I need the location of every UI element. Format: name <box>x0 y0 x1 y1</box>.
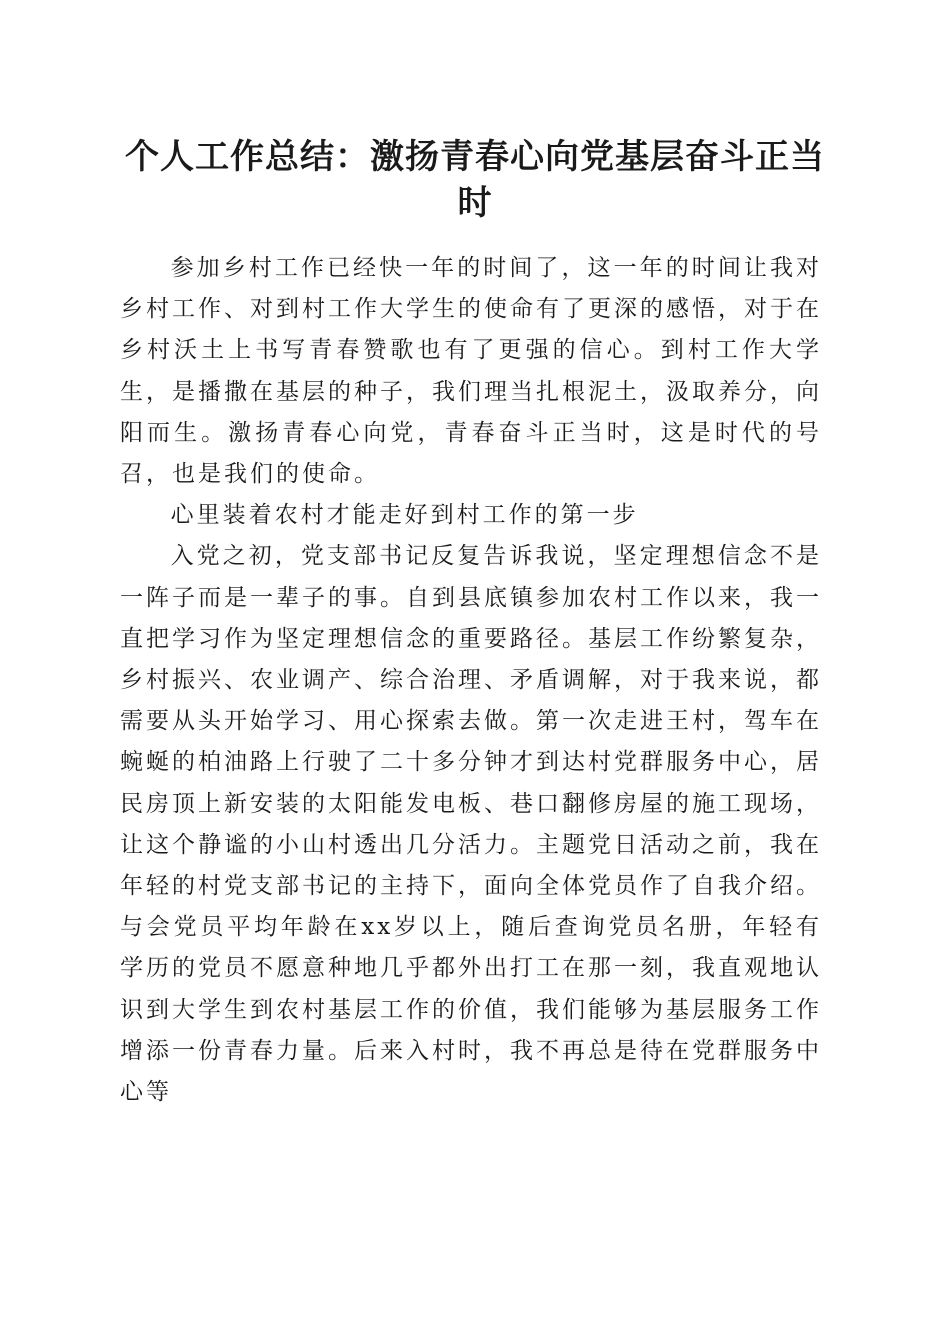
section-heading: 心里装着农村才能走好到村工作的第一步 <box>170 502 639 529</box>
paragraph-section-1: 入党之初，党支部书记反复告诉我说，坚定理想信念不是一阵子而是一辈子的事。自到县底镇参加农村工作以来，我一直把学习作为坚定理想信念的重要路径。基层工作纷繁复杂，乡村振兴、农业调产、综合治理、矛盾调解，对于我来说，都需要从头开始学习、用心探索去做。第一次走进王村，驾车在蜿蜒的柏油路上行驶了二十多分钟才到达村党群服务中心，居民房顶上新安装的太阳能发电板、巷口翻修房屋的施工现场，让这个静谧的小山村透出几分活力。主题党日活动之前，我在年轻的村党支部书记的主持下，面向全体党员作了自我介绍。与会党员平均年龄在xx岁以上，随后查询党员名册，年轻有学历的党员不愿意种地几乎都外出打工在那一刻，我直观地认识到大学生到农村基层工作的价值，我们能够为基层服务工作增添一份青春力量。后来入村时，我不再总是待在党群服务中心等 <box>120 543 822 1106</box>
document-body <box>120 248 822 1113</box>
paragraph-intro: 参加乡村工作已经快一年的时间了，这一年的时间让我对乡村工作、对到村工作大学生的使命有了更深的感悟，对于在乡村沃土上书写青春赞歌也有了更强的信心。到村工作大学生，是播撒在基层的种子，我们理当扎根泥土，汲取养分，向阳而生。激扬青春心向党，青春奋斗正当时，这是时代的号召，也是我们的使命。 <box>120 255 822 488</box>
document-title: 个人工作总结：激扬青春心向党基层奋斗正当时 <box>125 137 825 223</box>
